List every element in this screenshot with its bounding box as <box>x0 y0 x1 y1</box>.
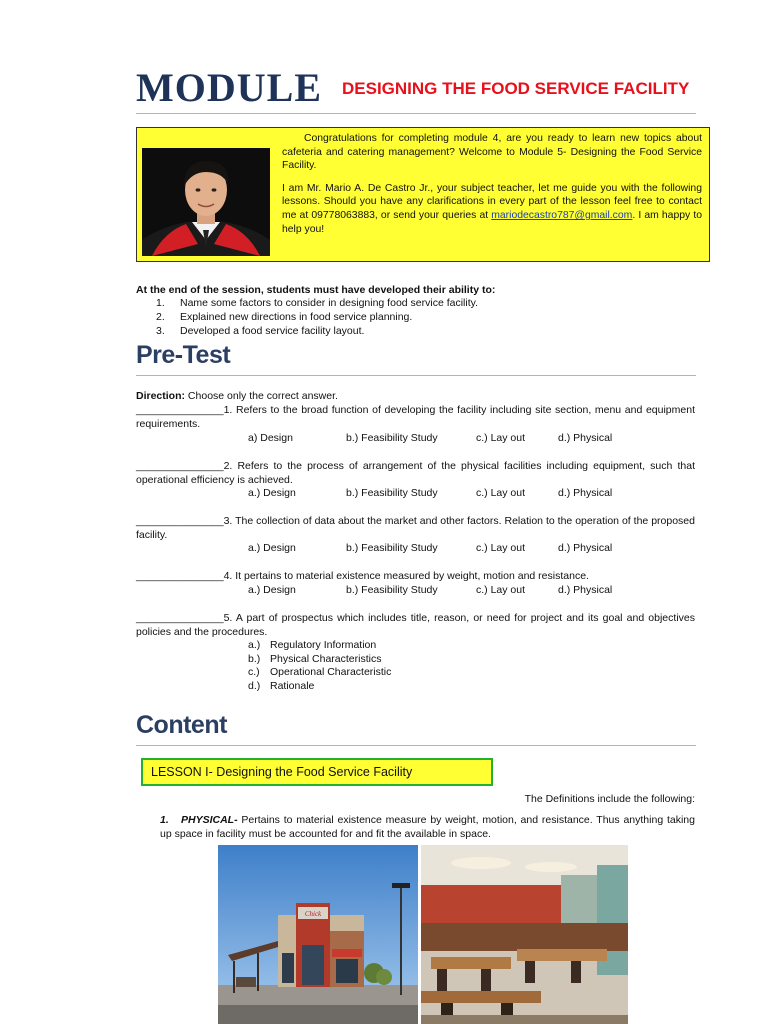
choice[interactable]: d.) Physical <box>558 487 613 499</box>
option-text: Operational Characteristic <box>270 666 392 679</box>
choice[interactable]: a.) Design <box>248 487 296 499</box>
restaurant-exterior-photo <box>218 845 418 1024</box>
definition-number: 1. <box>160 814 169 826</box>
restaurant-sign-text: Chick <box>304 910 322 918</box>
choice[interactable]: d.) Physical <box>558 584 613 596</box>
dining-area-image <box>421 845 628 1024</box>
question-2: _______________2. Refers to the process of arrangement of the physical facilities including equipment, such that operational efficiency is achieved. <box>136 460 695 486</box>
question-1: _______________1. Refers to the broad function of developing the facility including site section, menu and equipment requirements. <box>136 404 695 430</box>
option-item[interactable] <box>248 653 391 667</box>
definition-term: PHYSICAL- <box>181 814 238 826</box>
question-5: _______________5. A part of prospectus which includes title, reason, or need for project and its goal and objectives policies and the procedures. <box>136 612 695 638</box>
lesson-title: LESSON I- Designing the Food Service Facility <box>151 765 413 779</box>
choice[interactable]: a) Design <box>248 432 293 444</box>
pretest-heading: Pre-Test <box>136 341 231 369</box>
option-text: Rationale <box>270 679 315 692</box>
option-letter: a.) <box>248 639 261 651</box>
intro-paragraph-2 <box>282 182 702 236</box>
objective-item <box>156 296 478 310</box>
intro-text <box>282 132 702 236</box>
pretest-rule <box>136 375 696 376</box>
module-word: MODULE <box>136 65 322 110</box>
choice[interactable]: a.) Design <box>248 584 296 596</box>
objectives-list <box>156 296 478 338</box>
intro-paragraph-1: Congratulations for completing module 4, are you ready to learn new topics about cafeteria and catering management? Welcome to Module 5- Designing the Food Service Facility. <box>282 133 702 172</box>
intro-paragraph-2-end: . I am happy to help you! <box>282 209 702 235</box>
objective-text: Name some factors to consider in designing food service facility. <box>180 297 479 309</box>
choice[interactable]: c.) Lay out <box>476 432 526 444</box>
objective-number: 2. <box>156 311 165 323</box>
question-4-choices <box>248 584 612 598</box>
objectives-heading: At the end of the session, students must have developed their ability to: <box>136 284 496 296</box>
option-letter: b.) <box>248 652 261 665</box>
restaurant-exterior-image <box>218 845 418 1024</box>
choice[interactable]: b.) Feasibility Study <box>346 432 438 444</box>
question-4: _______________4. It pertains to material existence measured by weight, motion and resistance. <box>136 570 589 582</box>
option-item[interactable] <box>248 639 391 653</box>
question-3-choices <box>248 542 612 556</box>
direction <box>136 390 338 403</box>
option-item[interactable] <box>248 666 391 680</box>
choice[interactable]: d.) Physical <box>558 542 613 554</box>
definition-physical <box>160 814 695 841</box>
objective-number: 1. <box>156 297 165 309</box>
option-letter: c.) <box>248 666 260 679</box>
question-2-choices <box>248 487 612 501</box>
teacher-email-link[interactable]: mariodecastro787@gmail.com <box>491 209 633 221</box>
lesson-box <box>141 758 493 786</box>
dining-area-photo <box>421 845 628 1024</box>
direction-label: Direction: <box>136 390 186 402</box>
header-rule <box>136 113 696 114</box>
teacher-photo <box>142 148 270 256</box>
choice[interactable]: c.) Lay out <box>476 487 526 499</box>
content-rule <box>136 745 696 746</box>
question-5-options <box>248 639 391 693</box>
option-item[interactable] <box>248 680 391 694</box>
choice[interactable]: b.) Feasibility Study <box>346 584 438 596</box>
definitions-intro: The Definitions include the following: <box>524 793 695 805</box>
objective-number: 3. <box>156 325 165 337</box>
choice[interactable]: c.) Lay out <box>476 542 526 554</box>
question-3: _______________3. The collection of data about the market and other factors. Relation to the operation of the proposed facility. <box>136 515 695 541</box>
option-text: Regulatory Information <box>270 639 377 651</box>
intro-paragraph-2-text: I am Mr. Mario A. De Castro Jr., your subject teacher, let me guide you with the following lessons. Should you have any clarifications in every part of the lesson feel free to contact me at 09778063883, or send your queries at <box>282 182 702 221</box>
teacher-portrait-image <box>142 148 270 256</box>
choice[interactable]: c.) Lay out <box>476 584 526 596</box>
objective-item <box>156 310 478 324</box>
direction-text: Choose only the correct answer. <box>185 390 338 402</box>
intro-box <box>136 127 710 262</box>
question-1-choices <box>248 432 612 446</box>
choice[interactable]: b.) Feasibility Study <box>346 542 438 554</box>
module-title: DESIGNING THE FOOD SERVICE FACILITY <box>342 79 690 98</box>
objective-text: Developed a food service facility layout. <box>180 325 365 337</box>
option-letter: d.) <box>248 679 261 692</box>
choice[interactable]: a.) Design <box>248 542 296 554</box>
content-heading: Content <box>136 711 227 739</box>
choice[interactable]: b.) Feasibility Study <box>346 487 438 499</box>
choice[interactable]: d.) Physical <box>558 432 613 444</box>
option-text: Physical Characteristics <box>270 652 382 665</box>
definition-text: Pertains to material existence measure by weight, motion, and resistance. Thus anything taking up space in facility must be accounted for and fit the available in space. <box>160 814 695 840</box>
objective-text: Explained new directions in food service planning. <box>180 311 413 323</box>
objective-item <box>156 324 478 338</box>
